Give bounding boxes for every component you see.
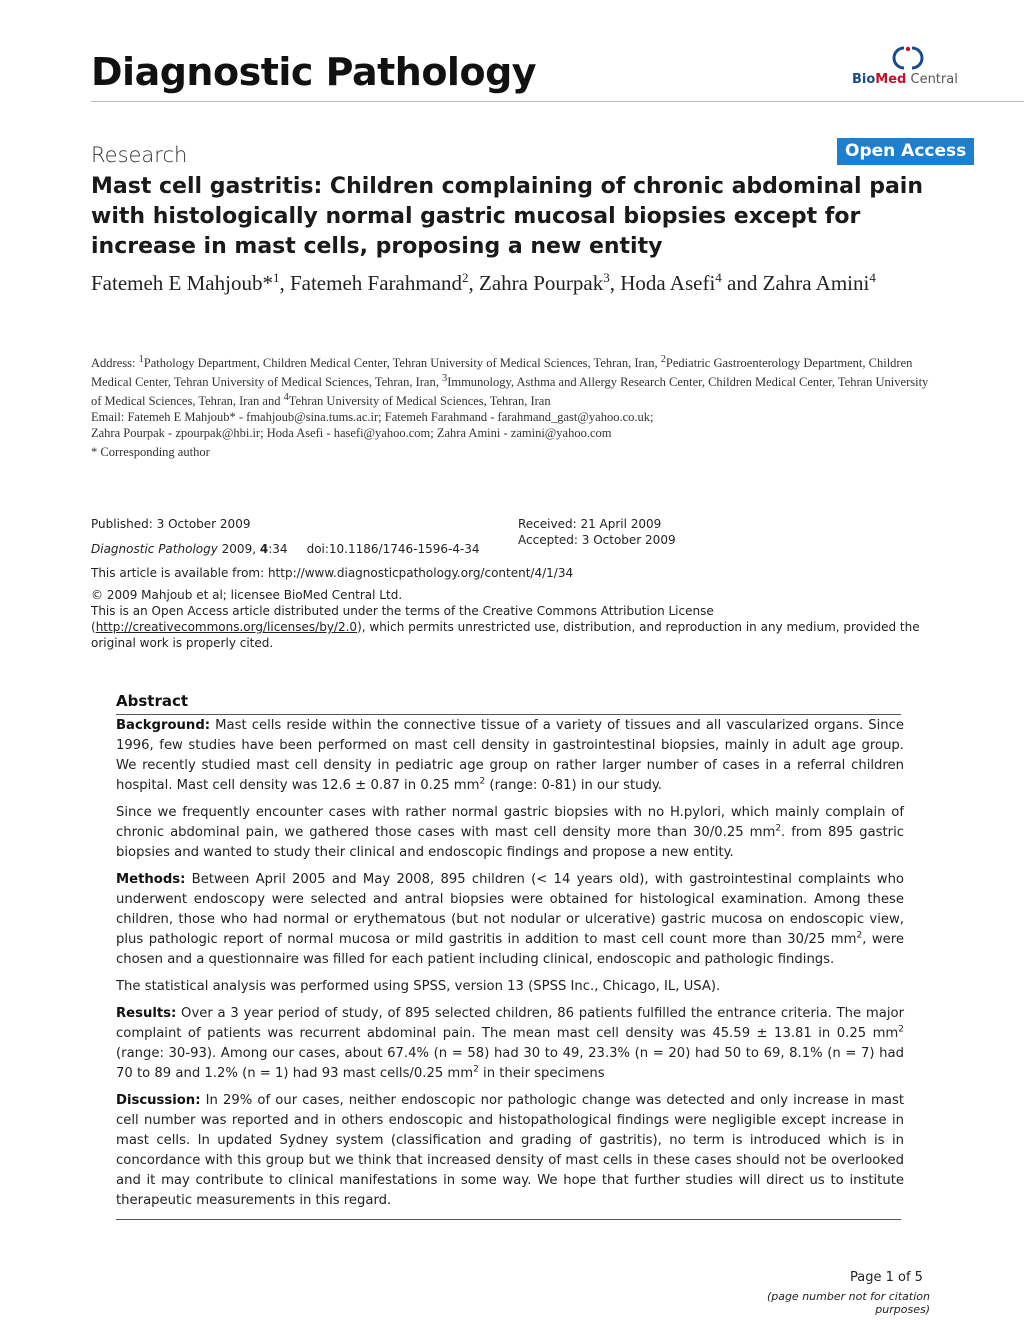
abstract-discussion bbox=[116, 1091, 904, 1211]
paragraph-text: Since we frequently encounter cases with rather normal gastric biopsies with no H.pylori, which mainly complain of chronic abdominal pain, we gathered those cases with mast cell density more than 30/0.25 mm bbox=[116, 805, 904, 840]
affiliation-number: 1 bbox=[138, 354, 144, 365]
author-affiliation: 4 bbox=[715, 270, 722, 285]
article-url[interactable]: This article is available from: http://www.diagnosticpathology.org/content/4/1/34 bbox=[91, 566, 574, 580]
superscript: 2 bbox=[898, 1024, 904, 1035]
abstract-divider-bottom bbox=[116, 1219, 901, 1220]
address-prefix: Address: bbox=[91, 356, 139, 371]
citation-journal: Diagnostic Pathology bbox=[91, 542, 218, 556]
abstract-paragraph bbox=[116, 803, 904, 863]
affiliation-text: Pediatric Gastroenterology Department, Children Medical Center, Tehran University of Medical Sciences, Tehran, Iran, bbox=[91, 356, 913, 390]
discussion-text: In 29% of our cases, neither endoscopic nor pathologic change was detected and only increase in mast cell number was reported and in others endoscopic and histopathological findings were negligible except increase in mast cells. In updated Sydney system (classification and grading of gastritis), no term is introduced which is in concordance with this group but we think that increased density of mast cells in these cases should not be overlooked and it may contribute to clinical manifestations in some way. We hope that further studies will direct us to institute therapeutic measurements in this regard. bbox=[116, 1093, 904, 1208]
paragraph-tail: . from 895 gastric biopsies and wanted to study their clinical and endoscopic findings and propose a new entity. bbox=[116, 825, 904, 860]
license-text: ), which permits unrestricted use, distribution, and reproduction in any medium, provided the original work is properly cited. bbox=[91, 620, 920, 650]
published-date: Published: 3 October 2009 bbox=[91, 517, 251, 531]
email-line: Email: Fatemeh E Mahjoub* - fmahjoub@sina.tums.ac.ir; Fatemeh Farahmand - farahmand_gast@yahoo.co.uk; bbox=[91, 410, 654, 424]
page-note: (page number not for citation purposes) bbox=[766, 1290, 930, 1316]
affiliation-text: Pathology Department, Children Medical Center, Tehran University of Medical Sciences, Tehran, Iran, bbox=[143, 356, 661, 371]
journal-title: Diagnostic Pathology bbox=[91, 50, 537, 94]
results-text: Over a 3 year period of study, of 895 selected children, 86 patients fulfilled the entrance criteria. The major complaint of patients was recurrent abdominal pain. The mean mast cell density was 45.59 ± 13.81 in 0.25 mm bbox=[116, 1006, 904, 1041]
section-label: Research bbox=[91, 143, 188, 167]
header-divider bbox=[91, 101, 1024, 102]
publisher-central: Central bbox=[906, 72, 958, 87]
citation-doi: :34 doi:10.1186/1746-1596-4-34 bbox=[268, 542, 480, 556]
article-title: Mast cell gastritis: Children complaining of chronic abdominal pain with histologically normal gastric mucosal biopsies except for increase in mast cells, proposing a new entity bbox=[91, 174, 924, 259]
statistics-text: The statistical analysis was performed using SPSS, version 13 (SPSS Inc., Chicago, IL, USA). bbox=[116, 979, 721, 994]
abstract-body bbox=[116, 716, 904, 1218]
author-name: , Hoda Asefi bbox=[609, 271, 716, 295]
author-name: Fatemeh E Mahjoub* bbox=[91, 271, 273, 295]
publisher-logo bbox=[852, 72, 958, 87]
corresponding-author-note: * Corresponding author bbox=[91, 445, 210, 459]
license-notice bbox=[91, 603, 931, 651]
citation-year: 2009, bbox=[217, 542, 260, 556]
author-affiliation: 1 bbox=[272, 270, 280, 285]
received-date: Received: 21 April 2009 bbox=[518, 517, 662, 531]
citation bbox=[91, 541, 480, 557]
license-text: This is an Open Access article distributed under the terms of the Creative Commons Attribution License ( bbox=[91, 604, 714, 634]
citation-volume: 4 bbox=[259, 542, 269, 556]
email-line: Zahra Pourpak - zpourpak@hbi.ir; Hoda Asefi - hasefi@yahoo.com; Zahra Amini - zamini@yahoo.com bbox=[91, 426, 612, 440]
author-name: and Zahra Amini bbox=[721, 271, 870, 295]
affiliation-number: 3 bbox=[441, 373, 448, 385]
methods-label: Methods: bbox=[116, 872, 186, 887]
author-name: , Zahra Pourpak bbox=[468, 271, 604, 295]
results-tail: in their specimens bbox=[478, 1066, 605, 1081]
results-mid: (range: 30-93). Among our cases, about 67.4% (n = 58) had 30 to 49, 23.3% (n = 20) had 50 to 69, 8.1% (n = 7) had 70 to 89 and 1.2% (n = 1) had 93 mast cells/0.25 mm bbox=[116, 1046, 904, 1081]
affiliations bbox=[91, 352, 931, 409]
email-block bbox=[91, 409, 931, 441]
author-name: , Fatemeh Farahmand bbox=[279, 271, 462, 295]
abstract-statistics bbox=[116, 977, 904, 997]
background-text: Mast cells reside within the connective tissue of a variety of tissues and all vascularized organs. Since 1996, few studies have been performed on mast cell density in gastrointestinal biopsies, mainly in adult age group. We recently studied mast cell density in pediatric age group on rather larger number of cases in a referral children hospital. Mast cell density was 12.6 ± 0.87 in 0.25 mm bbox=[116, 718, 904, 793]
superscript: 2 bbox=[856, 930, 863, 941]
affiliation-number: 2 bbox=[660, 354, 666, 365]
author-affiliation: 3 bbox=[603, 270, 610, 285]
page-number: Page 1 of 5 bbox=[850, 1270, 923, 1285]
affiliation-number: 4 bbox=[283, 392, 289, 404]
superscript: 2 bbox=[479, 776, 486, 787]
affiliation-text: Immunology, Asthma and Allergy Research Center, Children Medical Center, Tehran University of Medical Sciences, Tehran, Iran and bbox=[91, 375, 929, 409]
methods-tail: , were chosen and a questionnaire was filled for each patient including clinical, endoscopic and pathologic findings. bbox=[116, 932, 904, 967]
results-label: Results: bbox=[116, 1006, 177, 1021]
accepted-date: Accepted: 3 October 2009 bbox=[518, 533, 676, 547]
license-link[interactable]: http://creativecommons.org/licenses/by/2.0 bbox=[95, 620, 358, 634]
abstract-background bbox=[116, 716, 904, 796]
publisher-med: Med bbox=[875, 72, 907, 87]
abstract-divider-top bbox=[116, 714, 901, 715]
methods-text: Between April 2005 and May 2008, 895 children (< 14 years old), with gastrointestinal complaints who underwent endoscopy were selected and antral biopsies were obtained for histological examination. Among these children, those who had normal or erythematous (but not nodular or ulcerative) gastric mucosa on endoscopic view, plus pathologic report of normal mucosa or mild gastritis in addition to mast cell count more than 30/25 mm bbox=[116, 872, 904, 947]
abstract-heading: Abstract bbox=[116, 692, 189, 710]
abstract-results bbox=[116, 1004, 904, 1084]
superscript: 2 bbox=[473, 1064, 479, 1075]
discussion-label: Discussion: bbox=[116, 1093, 201, 1108]
author-affiliation: 2 bbox=[462, 270, 469, 285]
copyright-notice: © 2009 Mahjoub et al; licensee BioMed Central Ltd. bbox=[91, 588, 403, 602]
author-affiliation: 4 bbox=[869, 270, 876, 285]
open-access-badge: Open Access bbox=[837, 138, 974, 165]
affiliation-text: Tehran University of Medical Sciences, Tehran, Iran bbox=[288, 394, 551, 409]
superscript: 2 bbox=[775, 823, 782, 834]
background-label: Background: bbox=[116, 718, 211, 733]
publisher-bio: Bio bbox=[852, 72, 876, 87]
author-list bbox=[91, 263, 941, 298]
background-tail: (range: 0-81) in our study. bbox=[485, 778, 662, 793]
abstract-methods bbox=[116, 870, 904, 970]
